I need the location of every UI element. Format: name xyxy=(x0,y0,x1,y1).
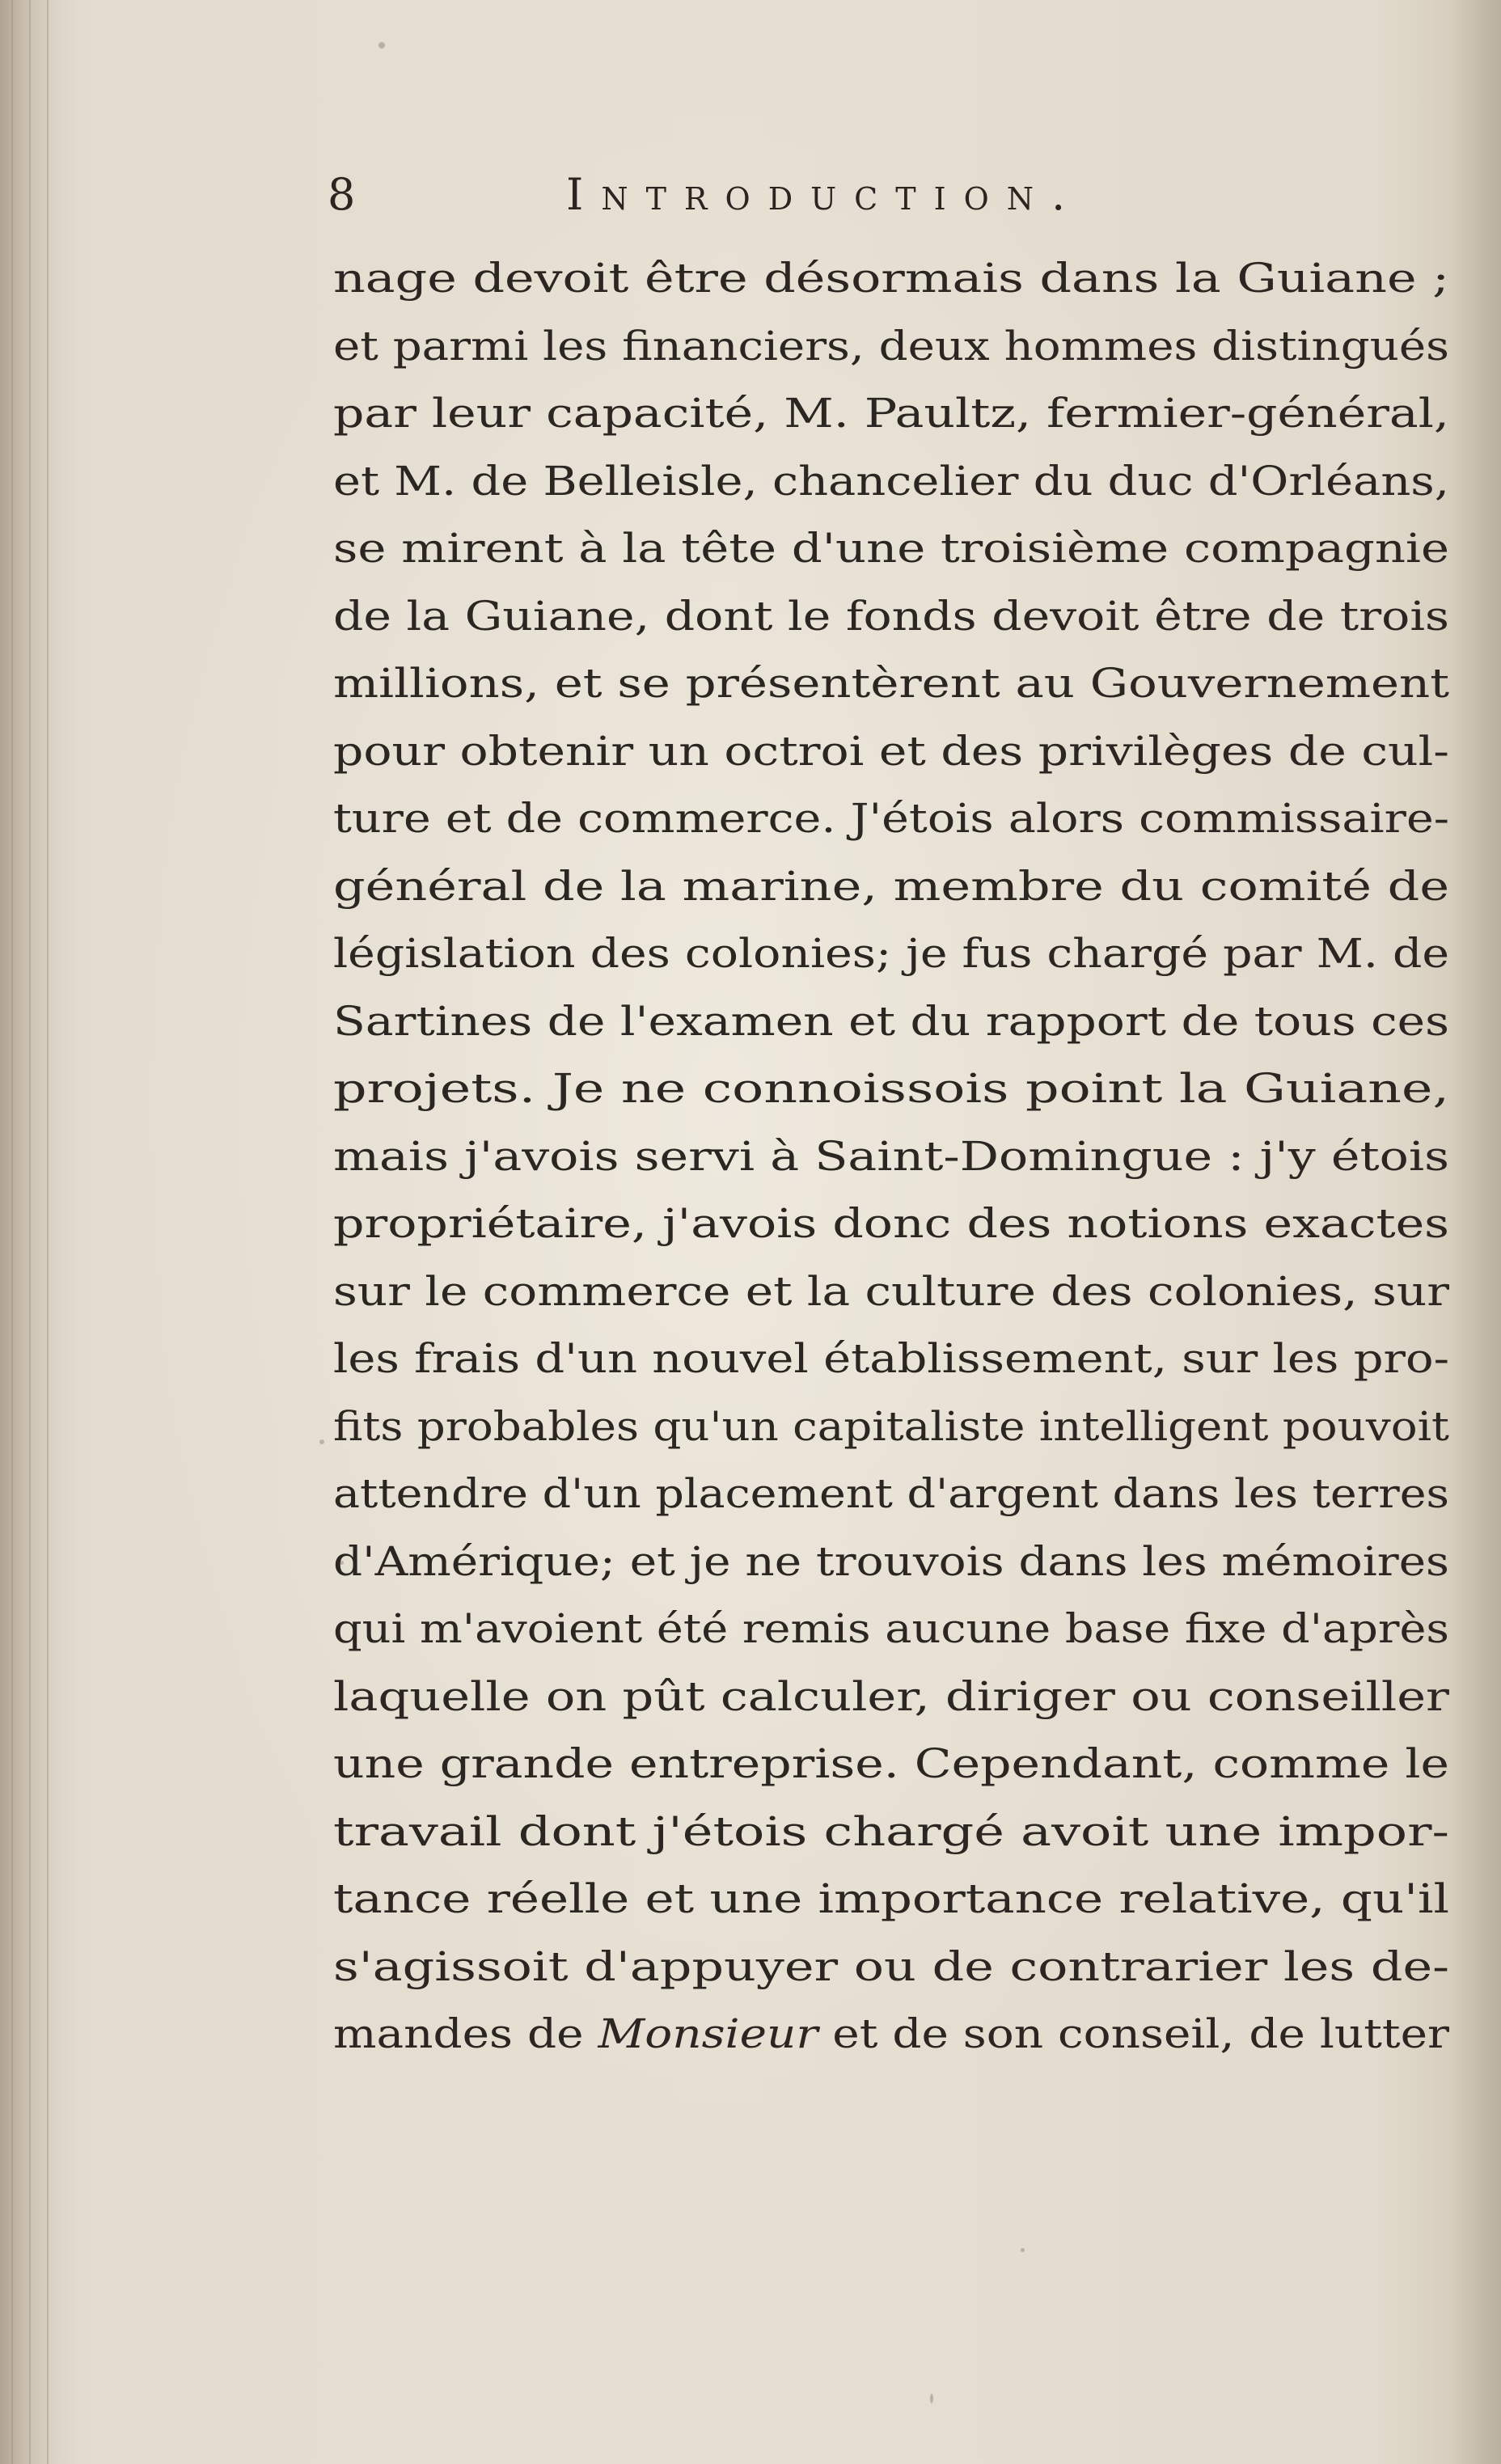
text-line xyxy=(333,1595,1449,1663)
text-line-content: par leur capacité, M. Paultz, fermier-général, xyxy=(333,390,1449,437)
text-line xyxy=(333,718,1449,786)
page-edge-shadow xyxy=(1452,0,1501,2464)
text-line-content: les frais d'un nouvel établissement, sur les pro- xyxy=(333,1335,1450,1382)
text-run: mandes de xyxy=(333,2010,598,2057)
text-line-content: législation des colonies; je fus chargé par M. de xyxy=(333,930,1449,977)
gutter-line xyxy=(47,0,49,2464)
text-line-content: se mirent à la tête d'une troisième compagnie xyxy=(333,525,1449,572)
text-line xyxy=(333,1866,1449,1934)
text-line-content: et M. de Belleisle, chancelier du duc d'Orléans, xyxy=(333,457,1449,505)
text-line xyxy=(333,988,1449,1056)
running-head xyxy=(328,166,1233,230)
italic-name: Monsieur xyxy=(598,2010,818,2057)
text-line-content: une grande entreprise. Cependant, comme le xyxy=(333,1740,1449,1787)
text-line xyxy=(333,245,1449,313)
text-line xyxy=(333,1663,1449,1731)
text-line-content: propriétaire, j'avois donc des notions exactes xyxy=(333,1200,1449,1247)
text-line-content: qui m'avoient été remis aucune base fixe d'après xyxy=(333,1605,1449,1652)
text-line-content: millions, et se présentèrent au Gouvernement xyxy=(333,660,1449,707)
text-line xyxy=(333,448,1449,516)
text-line-content: d'Amérique; et je ne trouvois dans les mémoires xyxy=(333,1537,1449,1585)
text-line-content: travail dont j'étois chargé avoit une impor- xyxy=(333,1807,1449,1855)
text-line xyxy=(333,920,1449,988)
page-number: 8 xyxy=(328,169,356,220)
text-line xyxy=(333,1934,1449,2001)
text-line xyxy=(333,2001,1449,2069)
text-line xyxy=(333,380,1449,448)
text-line-content: Sartines de l'examen et du rapport de tous ces xyxy=(333,997,1449,1045)
text-line xyxy=(333,1393,1449,1461)
text-line xyxy=(333,1123,1449,1191)
text-line-content: laquelle on pût calculer, diriger ou conseiller xyxy=(333,1672,1449,1720)
text-line xyxy=(333,1190,1449,1258)
text-line-content: s'agissoit d'appuyer ou de contrarier les de- xyxy=(333,1942,1449,1990)
text-line-content: fits probables qu'un capitaliste intelligent pouvoit xyxy=(333,1402,1449,1450)
text-line-content xyxy=(333,2001,1449,2069)
paper-speck xyxy=(1021,2248,1025,2252)
text-line xyxy=(333,313,1449,381)
paper-speck xyxy=(319,1439,324,1444)
text-line-content: de la Guiane, dont le fonds devoit être de trois xyxy=(333,592,1449,640)
text-line xyxy=(333,1731,1449,1798)
gutter-line xyxy=(29,0,31,2464)
text-line-content: pour obtenir un octroi et des privilèges de cul- xyxy=(333,727,1449,775)
text-line xyxy=(333,583,1449,651)
text-line-content: et parmi les financiers, deux hommes distingués xyxy=(333,322,1449,370)
text-line xyxy=(333,1325,1449,1393)
text-line-content: nage devoit être désormais dans la Guiane ; xyxy=(333,255,1449,302)
text-line xyxy=(333,650,1449,718)
text-line xyxy=(333,1528,1449,1596)
body-text xyxy=(333,245,1449,2069)
paper-speck xyxy=(930,2394,933,2403)
text-line xyxy=(333,785,1449,853)
paper-speck xyxy=(378,42,385,49)
text-line-content: mais j'avois servi à Saint-Domingue : j'y étois xyxy=(333,1132,1449,1180)
text-line-content: projets. Je ne connoissois point la Guiane, xyxy=(333,1065,1449,1112)
text-line xyxy=(333,1460,1449,1528)
text-line-content: tance réelle et une importance relative, qu'il xyxy=(333,1875,1449,1922)
text-run: et de son conseil, de lutter xyxy=(818,2010,1449,2057)
text-line xyxy=(333,1055,1449,1123)
text-line xyxy=(333,515,1449,583)
text-line-content: général de la marine, membre du comité de xyxy=(333,862,1449,910)
text-line xyxy=(333,1798,1449,1866)
gutter-line xyxy=(11,0,13,2464)
running-title: Introduction. xyxy=(566,169,1084,220)
text-line-content: sur le commerce et la culture des colonies, sur xyxy=(333,1267,1449,1315)
text-line xyxy=(333,1258,1449,1326)
text-line-content: attendre d'un placement d'argent dans les terres xyxy=(333,1470,1449,1517)
text-line-content: ture et de commerce. J'étois alors commissaire- xyxy=(333,795,1449,842)
text-line xyxy=(333,853,1449,921)
